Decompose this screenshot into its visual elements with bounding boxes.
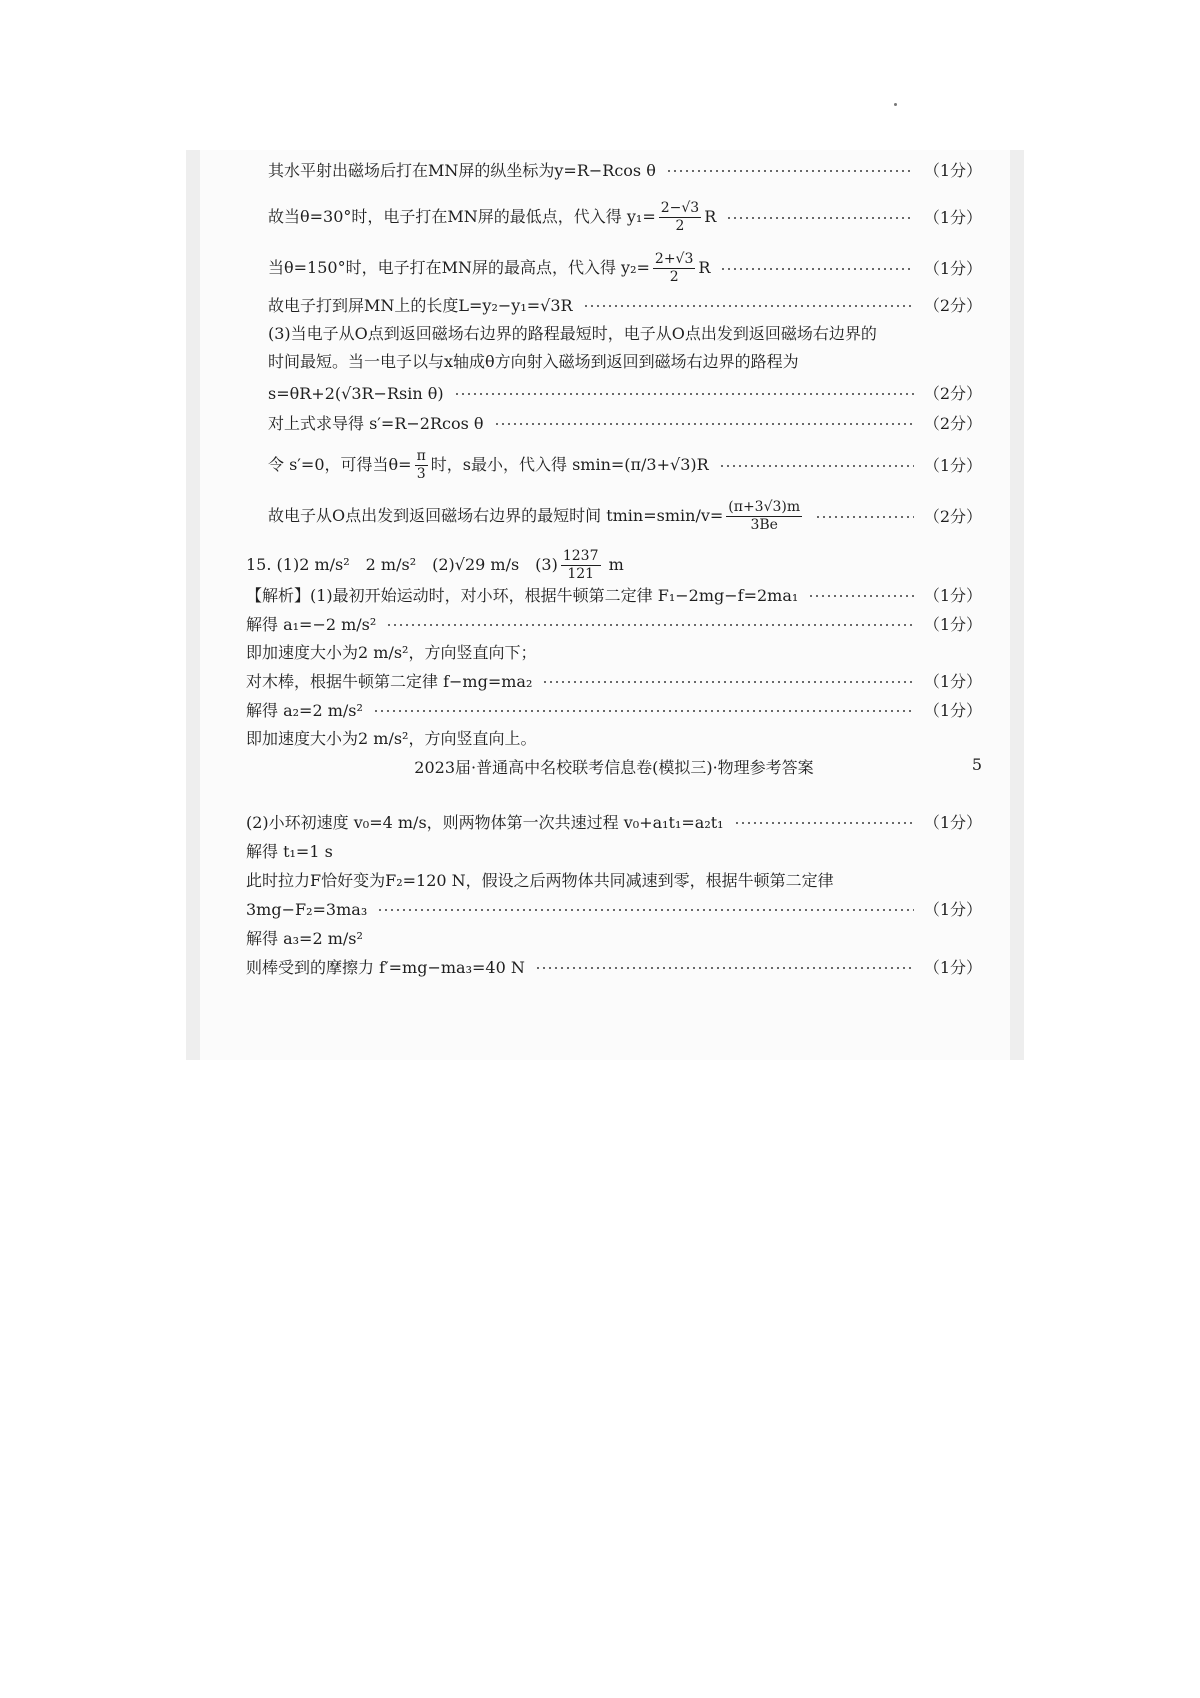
answer-line: (2)小环初速度 v₀=4 m/s，则两物体第一次共速过程 v₀+a₁t₁=a₂t₁ （1分） — [246, 813, 982, 832]
answer-line: (3)当电子从O点到返回磁场右边界的路程最短时，电子从O点出发到返回磁场右边界的 — [268, 324, 877, 343]
dot-leader — [373, 710, 914, 712]
dot-leader — [815, 516, 914, 518]
fraction: $\frac{2+√3}{2}$ — [654, 251, 694, 285]
page-number: 5 — [971, 755, 982, 774]
answer-line: 故电子从O点出发到返回磁场右边界的最短时间 tmin=smin/v= $\frac{(\pi+3√3)m}{3Be}$ （2分） — [268, 499, 982, 533]
answer-line: 时间最短。当一电子以与x轴成θ方向射入磁场到返回到磁场右边界的路程为 — [268, 352, 799, 371]
score-label: （1分） — [923, 586, 982, 605]
question-15-answers: 15. (1)2 m/s² 2 m/s² (2)√29 m/s (3) $\frac{1237}{121}$ m — [246, 548, 624, 582]
answer-line: 故当θ=30°时，电子打在MN屏的最低点，代入得 y₁= $\frac{2-√3}{2}$ R （1分） — [268, 200, 982, 234]
answer-line: 令 s′=0，可得当θ= $\frac{\pi}{3}$ 时，s最小，代入得 smin=(π/3+√3)R （1分） — [268, 448, 982, 482]
dot-leader — [583, 305, 914, 307]
score-label: （1分） — [923, 161, 982, 180]
answer-line: 【解析】(1)最初开始运动时，对小环，根据牛顿第二定律 F₁−2mg−f=2ma₁ （1分） — [246, 586, 982, 605]
dot-leader — [377, 909, 914, 911]
answer-line: 解得 t₁=1 s — [246, 842, 333, 861]
fraction: $\frac{(\pi+3√3)m}{3Be}$ — [728, 499, 801, 533]
dot-leader — [734, 822, 914, 824]
score-label: （1分） — [923, 900, 982, 919]
dot-leader — [808, 595, 914, 597]
answer-line: 故电子打到屏MN上的长度L=y₂−y₁=√3R （2分） — [268, 296, 982, 315]
dot-leader — [535, 967, 914, 969]
answer-line: 当θ=150°时，电子打在MN屏的最高点，代入得 y₂= $\frac{2+√3}{2}$ R （1分） — [268, 251, 982, 285]
score-label: （1分） — [923, 258, 982, 278]
footer-title: 2023届·普通高中名校联考信息卷(模拟三)·物理参考答案 — [414, 758, 814, 777]
answer-line: 解得 a₃=2 m/s² — [246, 929, 363, 948]
scan-speck — [894, 103, 897, 106]
score-label: （1分） — [923, 813, 982, 832]
score-label: （1分） — [923, 615, 982, 634]
answer-line: 即加速度大小为2 m/s²，方向竖直向下； — [246, 643, 537, 662]
fraction: $\frac{\pi}{3}$ — [416, 448, 426, 482]
score-label: （1分） — [923, 207, 982, 227]
dot-leader — [454, 393, 914, 395]
score-label: （1分） — [923, 455, 982, 475]
answer-line: 解得 a₂=2 m/s² （1分） — [246, 701, 982, 720]
dot-leader — [386, 624, 914, 626]
answer-line: s=θR+2(√3R−Rsin θ) （2分） — [268, 384, 982, 403]
dot-leader — [666, 170, 914, 172]
dot-leader — [542, 681, 913, 683]
dot-leader — [719, 465, 914, 467]
page-footer — [246, 755, 982, 778]
score-label: （2分） — [923, 296, 982, 315]
answer-line: 此时拉力F恰好变为F₂=120 N，假设之后两物体共同减速到零，根据牛顿第二定律 — [246, 871, 834, 890]
dot-leader — [494, 423, 914, 425]
answer-line: 即加速度大小为2 m/s²，方向竖直向上。 — [246, 729, 537, 748]
score-label: （2分） — [923, 384, 982, 403]
dot-leader — [720, 268, 913, 270]
answer-line: 对上式求导得 s′=R−2Rcos θ （2分） — [268, 414, 982, 433]
score-label: （2分） — [923, 414, 982, 433]
answer-line: 3mg−F₂=3ma₃ （1分） — [246, 900, 982, 919]
score-label: （1分） — [923, 958, 982, 977]
fraction: $\frac{1237}{121}$ — [562, 548, 599, 582]
answer-line: 其水平射出磁场后打在MN屏的纵坐标为y=R−Rcos θ （1分） — [268, 161, 982, 180]
dot-leader — [726, 217, 914, 219]
answer-line: 对木棒，根据牛顿第二定律 f−mg=ma₂ （1分） — [246, 672, 982, 691]
score-label: （2分） — [923, 506, 982, 526]
answer-line: 解得 a₁=−2 m/s² （1分） — [246, 615, 982, 634]
fraction: $\frac{2-√3}{2}$ — [660, 200, 700, 234]
score-label: （1分） — [923, 672, 982, 691]
answer-line: 则棒受到的摩擦力 f′=mg−ma₃=40 N （1分） — [246, 958, 982, 977]
score-label: （1分） — [923, 701, 982, 720]
